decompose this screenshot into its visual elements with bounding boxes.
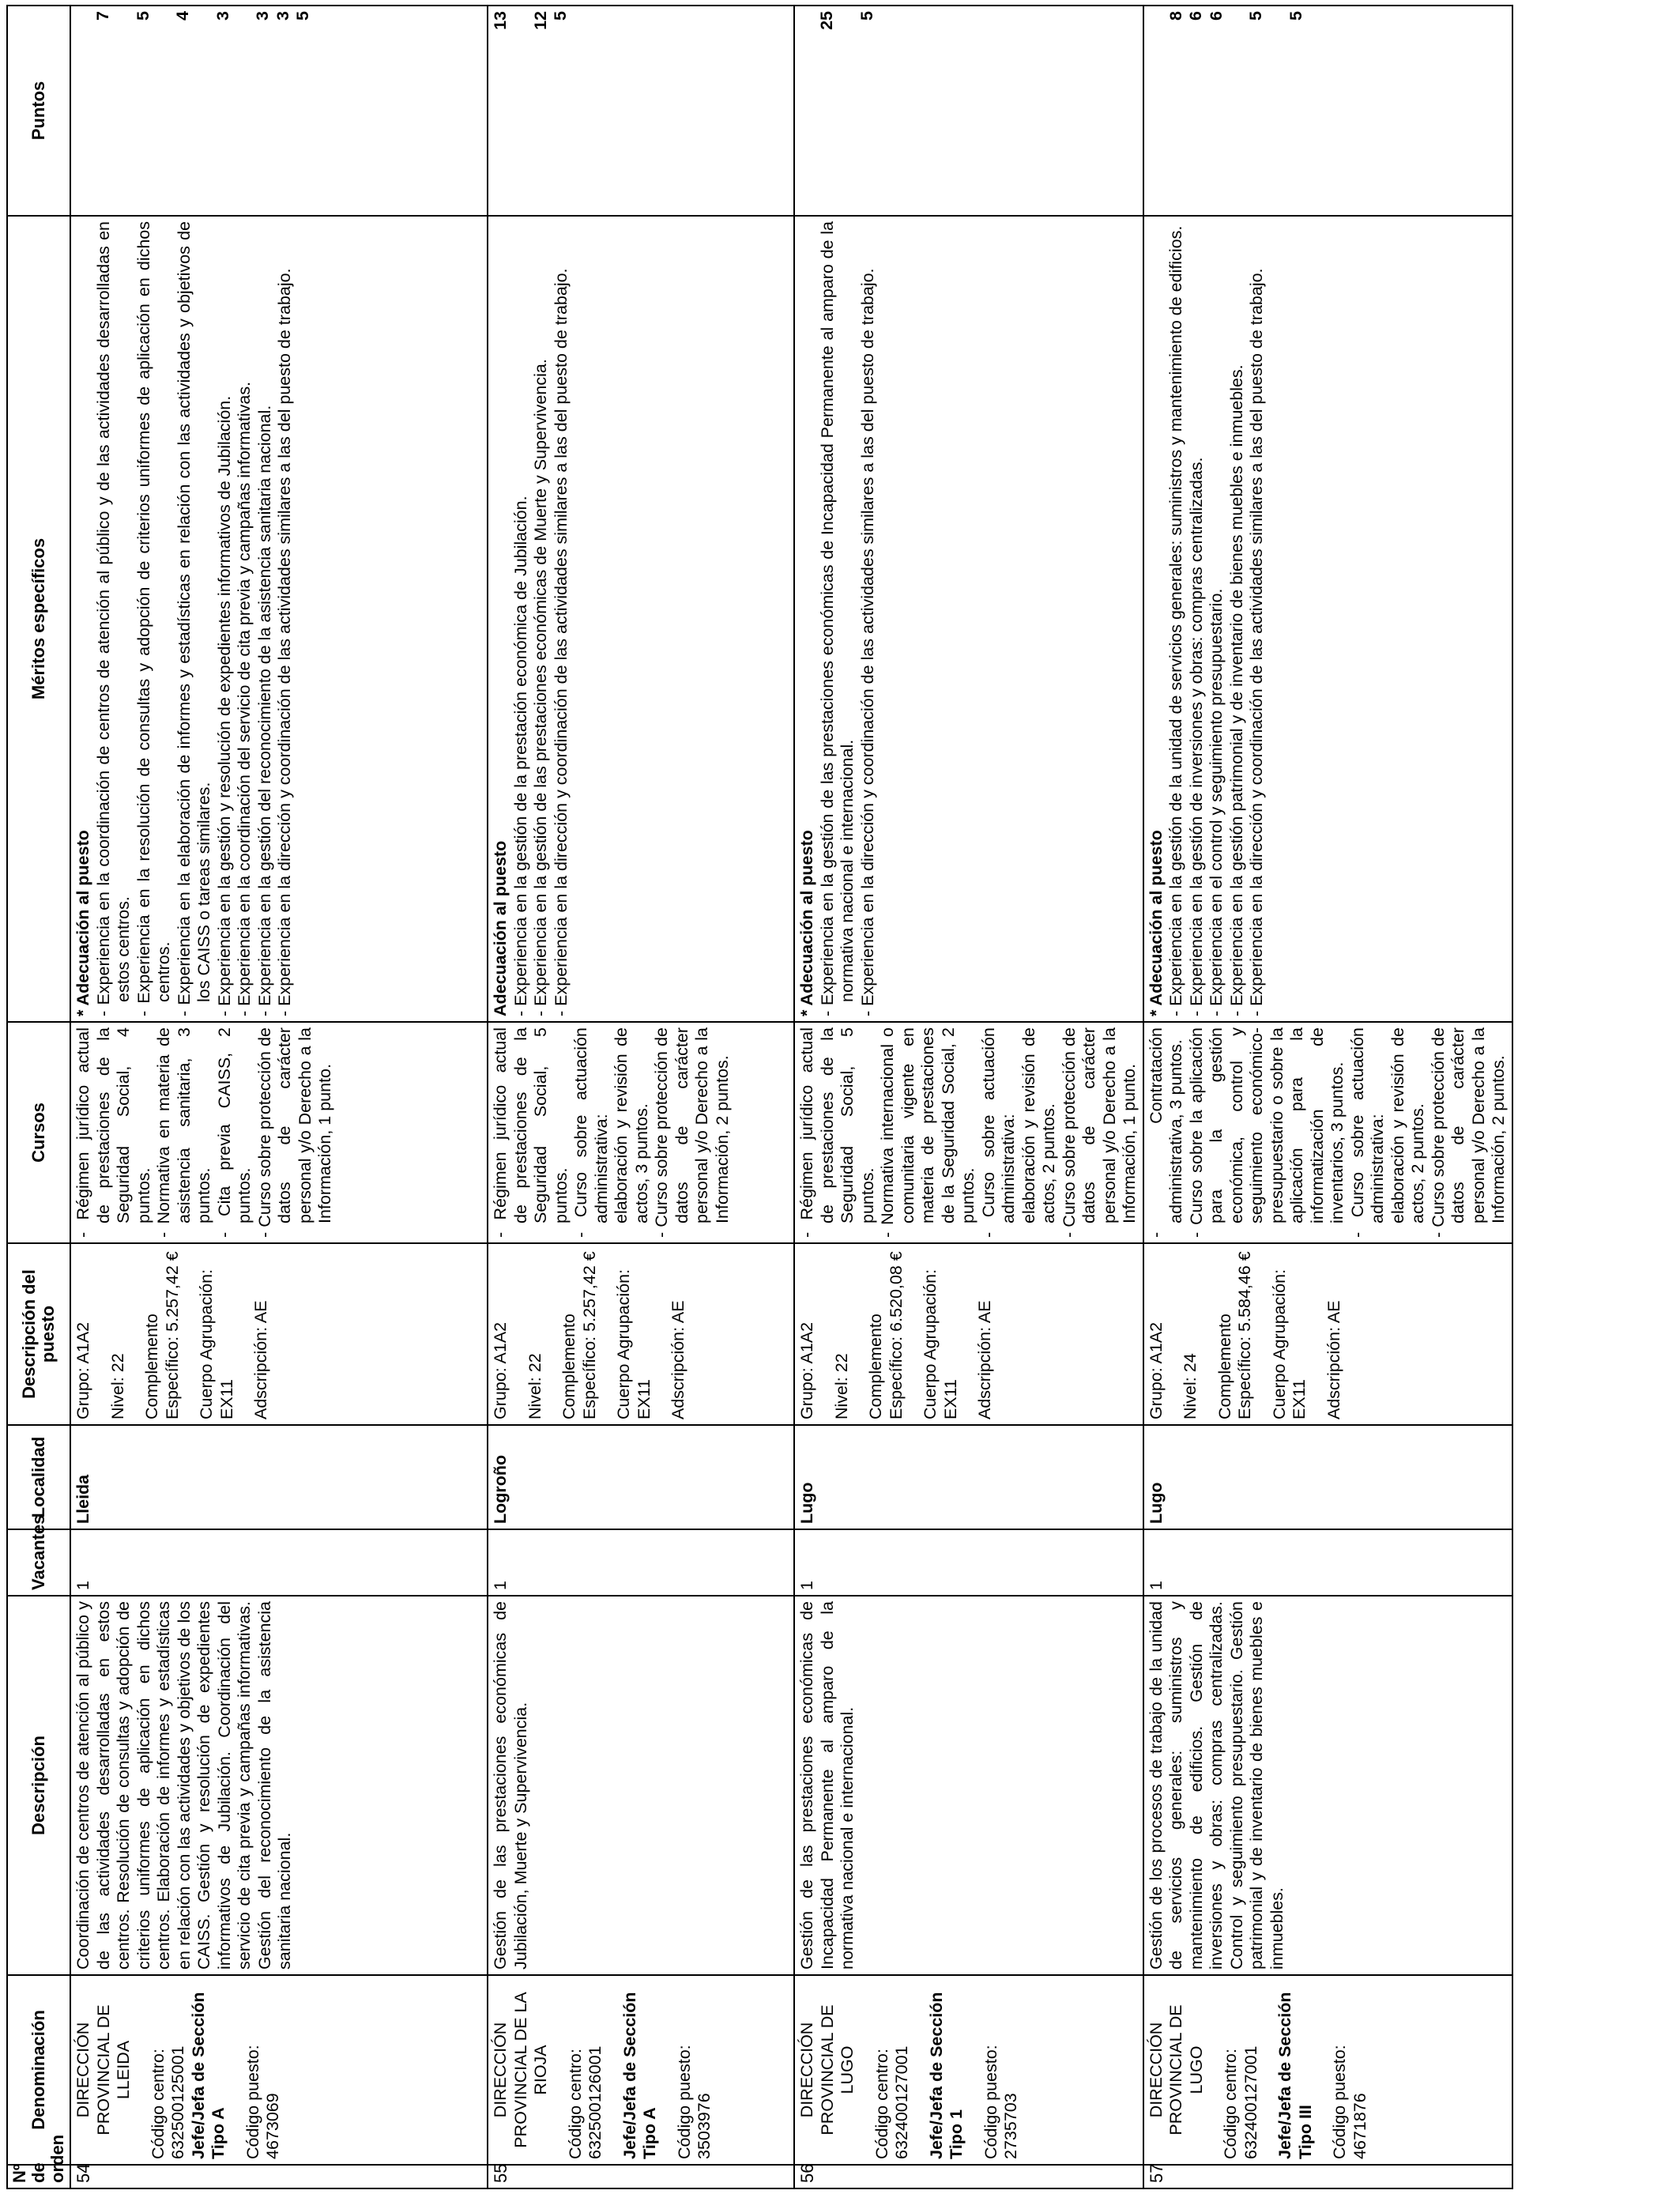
vacantes-cell: 1	[1143, 1529, 1512, 1596]
punto-value: 7	[93, 11, 112, 21]
complemento: Complemento Específico: 5.257,42 €	[142, 1251, 182, 1419]
desc-puesto-cell	[794, 1243, 1143, 1425]
nivel: Nivel: 22	[831, 1353, 851, 1419]
curso-item: - Curso sobre protección de datos de carácter personal y/o Derecho a la Información, 1 punto.	[255, 1027, 336, 1238]
curso-item: - Cita previa CAISS, 2 puntos.	[215, 1027, 255, 1238]
organismo: DIRECCIÓN PROVINCIAL DE LUGO	[1146, 2004, 1206, 2136]
codigo-centro-label: Código centro:	[148, 2049, 168, 2159]
puntos-cell	[488, 6, 794, 216]
punto-value: 3	[273, 11, 292, 21]
merito-item: - Experiencia en la dirección y coordinación de las actividades similares a las del puesto de trabajo.	[275, 221, 296, 1016]
grupo: Grupo: A1A2	[491, 1321, 510, 1419]
punto-value: 5	[293, 11, 312, 21]
codigo-centro: 632500125001	[168, 2045, 187, 2159]
meritos-cell	[70, 216, 488, 1022]
cargo: Jefe/Jefa de Sección Tipo 1	[926, 1992, 966, 2159]
curso-item: - Curso sobre la aplicación para la gestión económica, control y seguimiento económico-presupuestario o sobre la aplicación para la informatización de inventarios, 3 puntos.	[1187, 1027, 1348, 1238]
curso-item: - Curso sobre actuación administrativa: elaboración y revisión de actos, 2 puntos.	[1348, 1027, 1429, 1238]
codigo-centro-label: Código centro:	[565, 2049, 585, 2159]
header-row	[7, 6, 70, 2188]
codigo-puesto-label: Código puesto:	[243, 2045, 262, 2159]
codigo-centro: 632400127001	[1241, 2045, 1260, 2159]
denominacion-cell	[1143, 1975, 1512, 2165]
punto-value: 5	[857, 11, 876, 21]
cursos-cell	[70, 1022, 488, 1243]
merits-table	[6, 5, 1513, 2189]
descripcion-cell: Gestión de los procesos de trabajo de la unidad de servicios generales: suministros y mantenimiento de edificios. Gestión de inversiones y obras: compras centralizadas. Control y seguimiento presupuestario. Gestión patrimonial y de inventario de bienes muebles e inmuebles.	[1143, 1596, 1512, 1975]
orden-cell: 57	[1143, 2165, 1512, 2188]
cargo: Jefe/Jefa de Sección Tipo A	[188, 1992, 228, 2159]
codigo-puesto-label: Código puesto:	[1330, 2045, 1349, 2159]
header-cursos: Cursos	[7, 1022, 70, 1243]
denominacion-cell	[794, 1975, 1143, 2165]
complemento: Complemento Específico: 6.520,08 €	[866, 1251, 906, 1419]
adscripcion: Adscripción: AE	[669, 1300, 687, 1419]
meritos-cell	[488, 216, 794, 1022]
merito-item: - Experiencia en la resolución de consultas y adopción de criterios uniformes de aplicación en dichos centros.	[134, 221, 175, 1016]
complemento: Complemento Específico: 5.584,46 €	[1215, 1251, 1254, 1419]
meritos-title: * Adecuación al puesto	[797, 830, 816, 1016]
punto-value: 12	[530, 11, 550, 30]
table-row	[1143, 6, 1512, 2188]
merito-item: - Experiencia en la gestión patrimonial y de inventario de bienes muebles e inmuebles.	[1227, 221, 1248, 1016]
punto-value: 5	[1286, 11, 1305, 21]
merito-item: - Experiencia en la dirección y coordinación de las actividades similares a las del puesto de trabajo.	[552, 221, 572, 1016]
grupo: Grupo: A1A2	[797, 1321, 816, 1419]
punto-value: 4	[173, 11, 192, 21]
header-descripcion: Descripción	[7, 1596, 70, 1975]
cursos-cell	[794, 1022, 1143, 1243]
denominacion-cell	[488, 1975, 794, 2165]
codigo-puesto: 4671876	[1350, 2093, 1369, 2159]
grupo: Grupo: A1A2	[1146, 1321, 1166, 1419]
descripcion-cell: Gestión de las prestaciones económicas de Jubilación, Muerte y Supervivencia.	[488, 1596, 794, 1975]
punto-value: 3	[213, 11, 232, 21]
denominacion-cell	[70, 1975, 488, 2165]
merito-item: - Experiencia en la gestión del reconocimiento de la asistencia sanitaria nacional.	[255, 221, 276, 1016]
curso-item: - Curso sobre actuación administrativa: elaboración y revisión de actos, 2 puntos.	[979, 1027, 1060, 1238]
codigo-puesto-label: Código puesto:	[674, 2045, 694, 2159]
punto-value: 3	[253, 11, 272, 21]
meritos-title: * Adecuación al puesto	[1146, 830, 1166, 1016]
curso-item: - Curso sobre protección de datos de carácter personal y/o Derecho a la Información, 2 puntos.	[1429, 1027, 1509, 1238]
punto-value: 5	[551, 11, 570, 21]
merito-item: - Experiencia en la gestión de la unidad de servicios generales: suministros y mantenimiento de edificios.	[1166, 221, 1187, 1016]
header-desc-puesto: Descripción del puesto	[7, 1243, 70, 1425]
nivel: Nivel: 22	[525, 1353, 544, 1419]
table-row	[488, 6, 794, 2188]
adscripcion: Adscripción: AE	[251, 1300, 270, 1419]
organismo: DIRECCIÓN PROVINCIAL DE LA RIOJA	[491, 1992, 550, 2148]
punto-value: 5	[133, 11, 153, 21]
merito-item: - Experiencia en la coordinación del servicio de cita previa y campañas informativas.	[235, 221, 255, 1016]
nivel: Nivel: 22	[107, 1353, 127, 1419]
curso-item: - Régimen jurídico actual de prestaciones de la Seguridad Social, 4 puntos.	[73, 1027, 154, 1238]
localidad-cell: Lleida	[70, 1425, 488, 1529]
codigo-puesto: 4673069	[263, 2093, 282, 2159]
codigo-centro: 632500126001	[586, 2045, 605, 2159]
punto-value: 6	[1206, 11, 1226, 21]
merito-item: - Experiencia en la gestión de la prestación económica de Jubilación.	[511, 221, 532, 1016]
punto-value: 8	[1166, 11, 1185, 21]
cursos-cell	[488, 1022, 794, 1243]
vacantes-cell: 1	[70, 1529, 488, 1596]
desc-puesto-cell	[70, 1243, 488, 1425]
cuerpo: Cuerpo Agrupación: EX11	[921, 1269, 960, 1419]
merito-item: - Experiencia en la dirección y coordinación de las actividades similares a las del puesto de trabajo.	[1247, 221, 1268, 1016]
merito-item: - Experiencia en la dirección y coordinación de las actividades similares a las del puesto de trabajo.	[858, 221, 879, 1016]
table-row	[70, 6, 488, 2188]
codigo-puesto: 2735703	[1001, 2093, 1020, 2159]
codigo-centro-label: Código centro:	[1221, 2049, 1240, 2159]
codigo-centro: 632400127001	[892, 2045, 911, 2159]
punto-value: 13	[491, 11, 510, 30]
localidad-cell: Lugo	[794, 1425, 1143, 1529]
merito-item: - Experiencia en la coordinación de centros de atención al público y de las actividades desarrolladas en estos centros.	[94, 221, 134, 1016]
puntos-cell	[1143, 6, 1512, 216]
punto-value: 6	[1186, 11, 1205, 21]
table-row	[794, 6, 1143, 2188]
merito-item: - Experiencia en el control y seguimiento presupuestario.	[1207, 221, 1227, 1016]
curso-item: - Normativa internacional o comunitaria vigente en materia de prestaciones de la Seguridad Social, 2 puntos.	[878, 1027, 979, 1238]
cuerpo: Cuerpo Agrupación: EX11	[1269, 1269, 1309, 1419]
curso-item: - Régimen jurídico actual de prestaciones de la Seguridad Social, 5 puntos.	[491, 1027, 571, 1238]
curso-item: - Contratación administrativa, 3 puntos.	[1147, 1027, 1187, 1238]
merito-item: - Experiencia en la gestión de las prestaciones económicas de Incapacidad Permanente al amparo de la normativa nacional e internacional.	[818, 221, 858, 1016]
header-localidad: Localidad	[7, 1425, 70, 1529]
puntos-cell	[794, 6, 1143, 216]
header-puntos: Puntos	[7, 6, 70, 216]
curso-item: - Curso sobre actuación administrativa: elaboración y revisión de actos, 3 puntos.	[571, 1027, 652, 1238]
descripcion-cell: Coordinación de centros de atención al público y de las actividades desarrolladas en estos centros. Resolución de consultas y adopción de criterios uniformes de aplicación en dichos centros. Elaboración de informes y estadísticas en relación con las actividades y objetivos de los CAISS. Gestión y resolución de expedientes informativos de Jubilación. Coordinación del servicio de cita previa y campañas informativas. Gestión del reconocimiento de la asistencia sanitaria nacional.	[70, 1596, 488, 1975]
organismo: DIRECCIÓN PROVINCIAL DE LLEIDA	[73, 2004, 133, 2136]
header-vacantes: Vacantes	[7, 1529, 70, 1596]
header-orden: Nº de orden	[7, 2165, 70, 2188]
complemento: Complemento Específico: 5.257,42 €	[559, 1251, 599, 1419]
codigo-puesto: 3503976	[695, 2093, 714, 2159]
meritos-title: Adecuación al puesto	[491, 840, 510, 1016]
cargo: Jefe/Jefa de Sección Tipo III	[1275, 1992, 1315, 2159]
descripcion-cell: Gestión de las prestaciones económicas de Incapacidad Permanente al amparo de la normativa nacional e internacional.	[794, 1596, 1143, 1975]
punto-value: 25	[817, 11, 836, 30]
grupo: Grupo: A1A2	[73, 1321, 92, 1419]
meritos-title: * Adecuación al puesto	[73, 830, 92, 1016]
puntos-cell	[70, 6, 488, 216]
cuerpo: Cuerpo Agrupación: EX11	[197, 1269, 236, 1419]
desc-puesto-cell	[1143, 1243, 1512, 1425]
merito-item: - Experiencia en la gestión de las prestaciones económicas de Muerte y Supervivencia.	[531, 221, 552, 1016]
header-denominacion: Denominación	[7, 1975, 70, 2165]
desc-puesto-cell	[488, 1243, 794, 1425]
merito-item: - Experiencia en la gestión y resolución de expedientes informativos de Jubilación.	[215, 221, 235, 1016]
meritos-cell	[794, 216, 1143, 1022]
curso-item: - Régimen jurídico actual de prestaciones de la Seguridad Social, 5 puntos.	[797, 1027, 878, 1238]
adscripcion: Adscripción: AE	[1324, 1300, 1343, 1419]
codigo-centro-label: Código centro:	[872, 2049, 891, 2159]
curso-item: - Curso sobre protección de datos de carácter personal y/o Derecho a la Información, 1 punto.	[1060, 1027, 1140, 1238]
punto-value: 5	[1246, 11, 1265, 21]
adscripcion: Adscripción: AE	[975, 1300, 994, 1419]
localidad-cell: Lugo	[1143, 1425, 1512, 1529]
header-meritos: Méritos específicos	[7, 216, 70, 1022]
localidad-cell: Logroño	[488, 1425, 794, 1529]
vacantes-cell: 1	[488, 1529, 794, 1596]
curso-item: - Curso sobre protección de datos de carácter personal y/o Derecho a la Información, 2 puntos.	[652, 1027, 733, 1238]
nivel: Nivel: 24	[1181, 1353, 1200, 1419]
merito-item: - Experiencia en la gestión de inversiones y obras: compras centralizadas.	[1187, 221, 1207, 1016]
orden-cell: 54	[70, 2165, 488, 2188]
meritos-cell	[1143, 216, 1512, 1022]
codigo-puesto-label: Código puesto:	[981, 2045, 1000, 2159]
orden-cell: 55	[488, 2165, 794, 2188]
cursos-cell	[1143, 1022, 1512, 1243]
merito-item: - Experiencia en la elaboración de informes y estadísticas en relación con las actividades y objetivos de los CAISS o tareas similares.	[175, 221, 215, 1016]
cuerpo: Cuerpo Agrupación: EX11	[614, 1269, 654, 1419]
vacantes-cell: 1	[794, 1529, 1143, 1596]
cargo: Jefe/Jefa de Sección Tipo A	[620, 1992, 659, 2159]
organismo: DIRECCIÓN PROVINCIAL DE LUGO	[797, 2004, 857, 2136]
orden-cell: 56	[794, 2165, 1143, 2188]
curso-item: - Normativa en materia de asistencia sanitaria, 3 puntos.	[154, 1027, 215, 1238]
